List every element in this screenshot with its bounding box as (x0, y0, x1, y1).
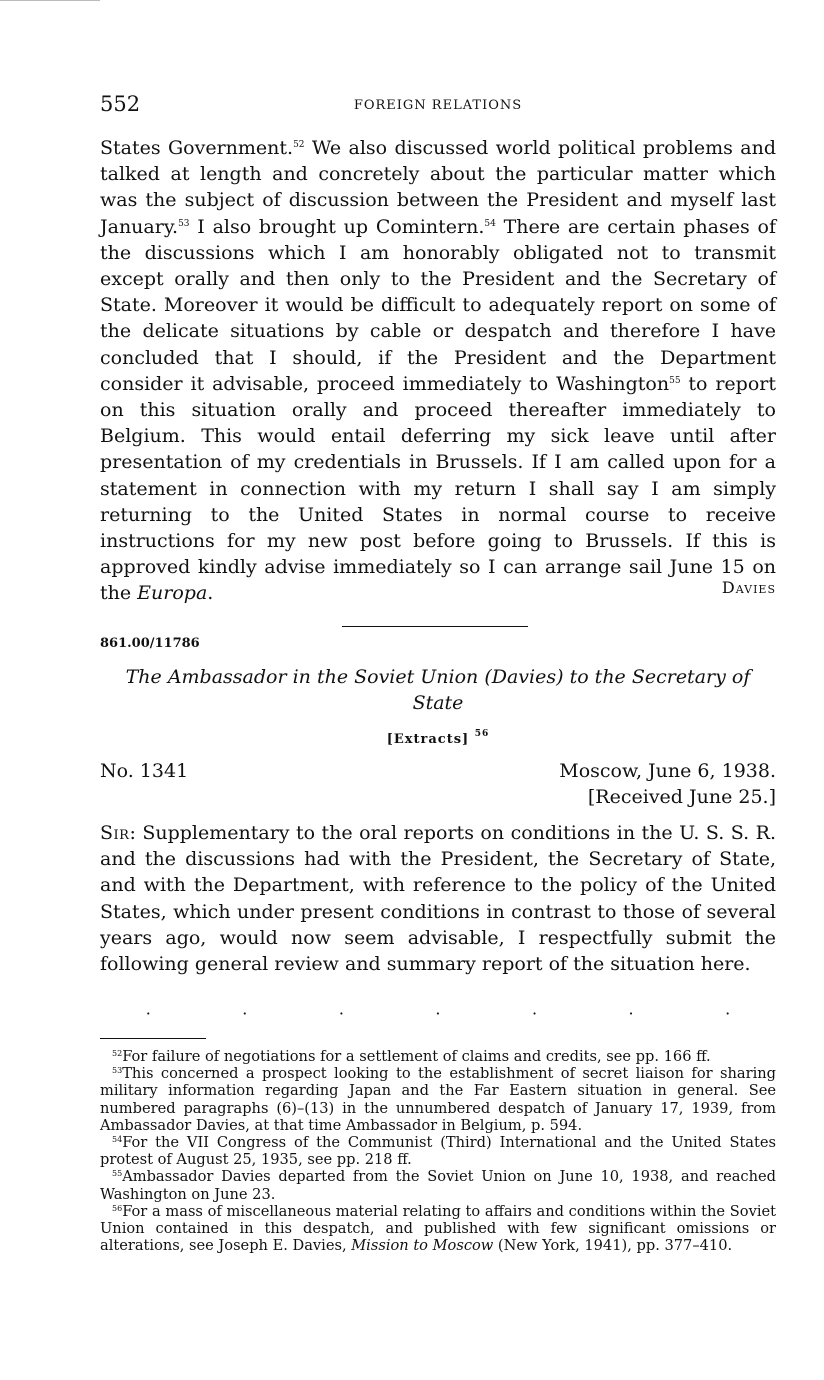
text-run: : Supplementary to the oral reports on conditions in the U. S. S. R. and the discussions had with the President, the Secretary of State, and with the Department, with reference to the policy of the United States, which under present conditions in contrast to those of several years ago, would now seem advisable, I respectfully submit the following general review and summary report of the situation here. (100, 822, 776, 976)
footnote-55 (100, 1168, 776, 1202)
text-run: We also discussed world political problems and talked at length and concretely about the particular matter which was the subject of discussion between the President and myself last January. (100, 137, 776, 238)
text-run: States Government. (100, 137, 294, 159)
signature: Davies (721, 578, 776, 597)
omission-dot: · (242, 1004, 248, 1023)
footnote-text: For the VII Congress of the Communist (Third) International and the United States protest of August 25, 1935, see pp. 218 ff. (100, 1134, 776, 1169)
footnote-56 (100, 1203, 776, 1255)
omission-dot: · (531, 1004, 538, 1023)
despatch-number: No. 1341 (100, 760, 189, 782)
omission-dots (100, 1004, 776, 1023)
footnote-53 (100, 1065, 776, 1134)
despatch-body-paragraph (100, 820, 776, 977)
omission-dot: · (338, 1004, 344, 1023)
footnote-ref-53[interactable]: 53 (178, 218, 190, 229)
file-number: 861.00/11786 (100, 636, 200, 651)
footnote-text: This concerned a prospect looking to the establishment of secret liaison for sharing military information regarding Japan and the Far Eastern situation in general. See numbered paragraphs (6)–(13) in the unnumbered despatch of January 17, 1939, from Ambassador Davies, at that time Ambassador in Belgium, p. 594. (100, 1065, 776, 1134)
text-run: to report on this situation orally and proceed thereafter immediately to Belgium. This would entail deferring my sick leave until after presentation of my credentials in Brussels. If I am called upon for a statement in connection with my return I shall say I am simply returning to the United States in normal course to receive instructions for my new post before going to Brussels. If this is approved kindly advise immediately so I can arrange sail June 15 on the (100, 372, 776, 605)
footnotes (100, 1048, 776, 1254)
footnote-text: For a mass of miscellaneous material relating to affairs and conditions within the Soviet Union contained in this despatch, and published with few significant omissions or alterations, see Joseph E. Davies, (100, 1202, 776, 1255)
ship-name: Europa (137, 582, 208, 605)
footnote-mark: 53 (112, 1066, 123, 1076)
section-divider (342, 626, 528, 627)
omission-dot: · (435, 1004, 441, 1023)
footnote-ref-52[interactable]: 52 (293, 140, 305, 150)
footnote-text: Ambassador Davies departed from the Soviet Union on June 10, 1938, and reached Washington on June 23. (100, 1168, 776, 1203)
omission-dot: · (725, 1004, 731, 1023)
text-run: There are certain phases of the discussions which I am honorably obligated not to transmit except orally and then only to the President and the Secretary of State. Moreover it would be difficult to adequately report on some of the delicate situations by cable or despatch and therefore I have concluded that I should, if the President and the Department consider it advisable, proceed immediately to Washington (100, 215, 776, 395)
running-head: FOREIGN RELATIONS (353, 98, 523, 113)
footnote-mark: 54 (112, 1135, 123, 1145)
document-title: The Ambassador in the Soviet Union (Davies) to the Secretary of State (125, 666, 751, 714)
page-number: 552 (100, 92, 141, 116)
footnote-text: For failure of negotiations for a settlement of claims and credits, see pp. 166 ff. (122, 1048, 711, 1065)
footnote-mark: 52 (112, 1049, 123, 1058)
salutation: Sir (100, 822, 130, 844)
omission-dot: · (628, 1004, 634, 1023)
footnote-ref-54[interactable]: 54 (484, 218, 496, 229)
extracts-text: [Extracts] (386, 732, 470, 747)
footnote-52 (100, 1048, 776, 1065)
page-header (100, 92, 776, 120)
place-date: Moscow, June 6, 1938. (559, 760, 776, 782)
book-title: Mission to Moscow (351, 1237, 494, 1255)
extracts-label (100, 729, 776, 747)
footnote-ref-55[interactable]: 55 (669, 375, 681, 386)
telegram-body-paragraph (100, 135, 776, 607)
text-run: I also brought up Comintern. (189, 215, 485, 238)
received-date: [Received June 25.] (587, 786, 776, 808)
omission-dot: · (145, 1004, 151, 1023)
footnote-mark: 56 (112, 1203, 123, 1213)
text-run: . (207, 582, 214, 605)
footnote-ref-56[interactable]: 56 (474, 729, 490, 739)
footnote-54 (100, 1134, 776, 1168)
footnote-rule (100, 1038, 206, 1039)
footnote-text: (New York, 1941), pp. 377–410. (493, 1237, 733, 1255)
top-edge-rule (0, 0, 100, 1)
footnote-mark: 55 (112, 1169, 123, 1179)
